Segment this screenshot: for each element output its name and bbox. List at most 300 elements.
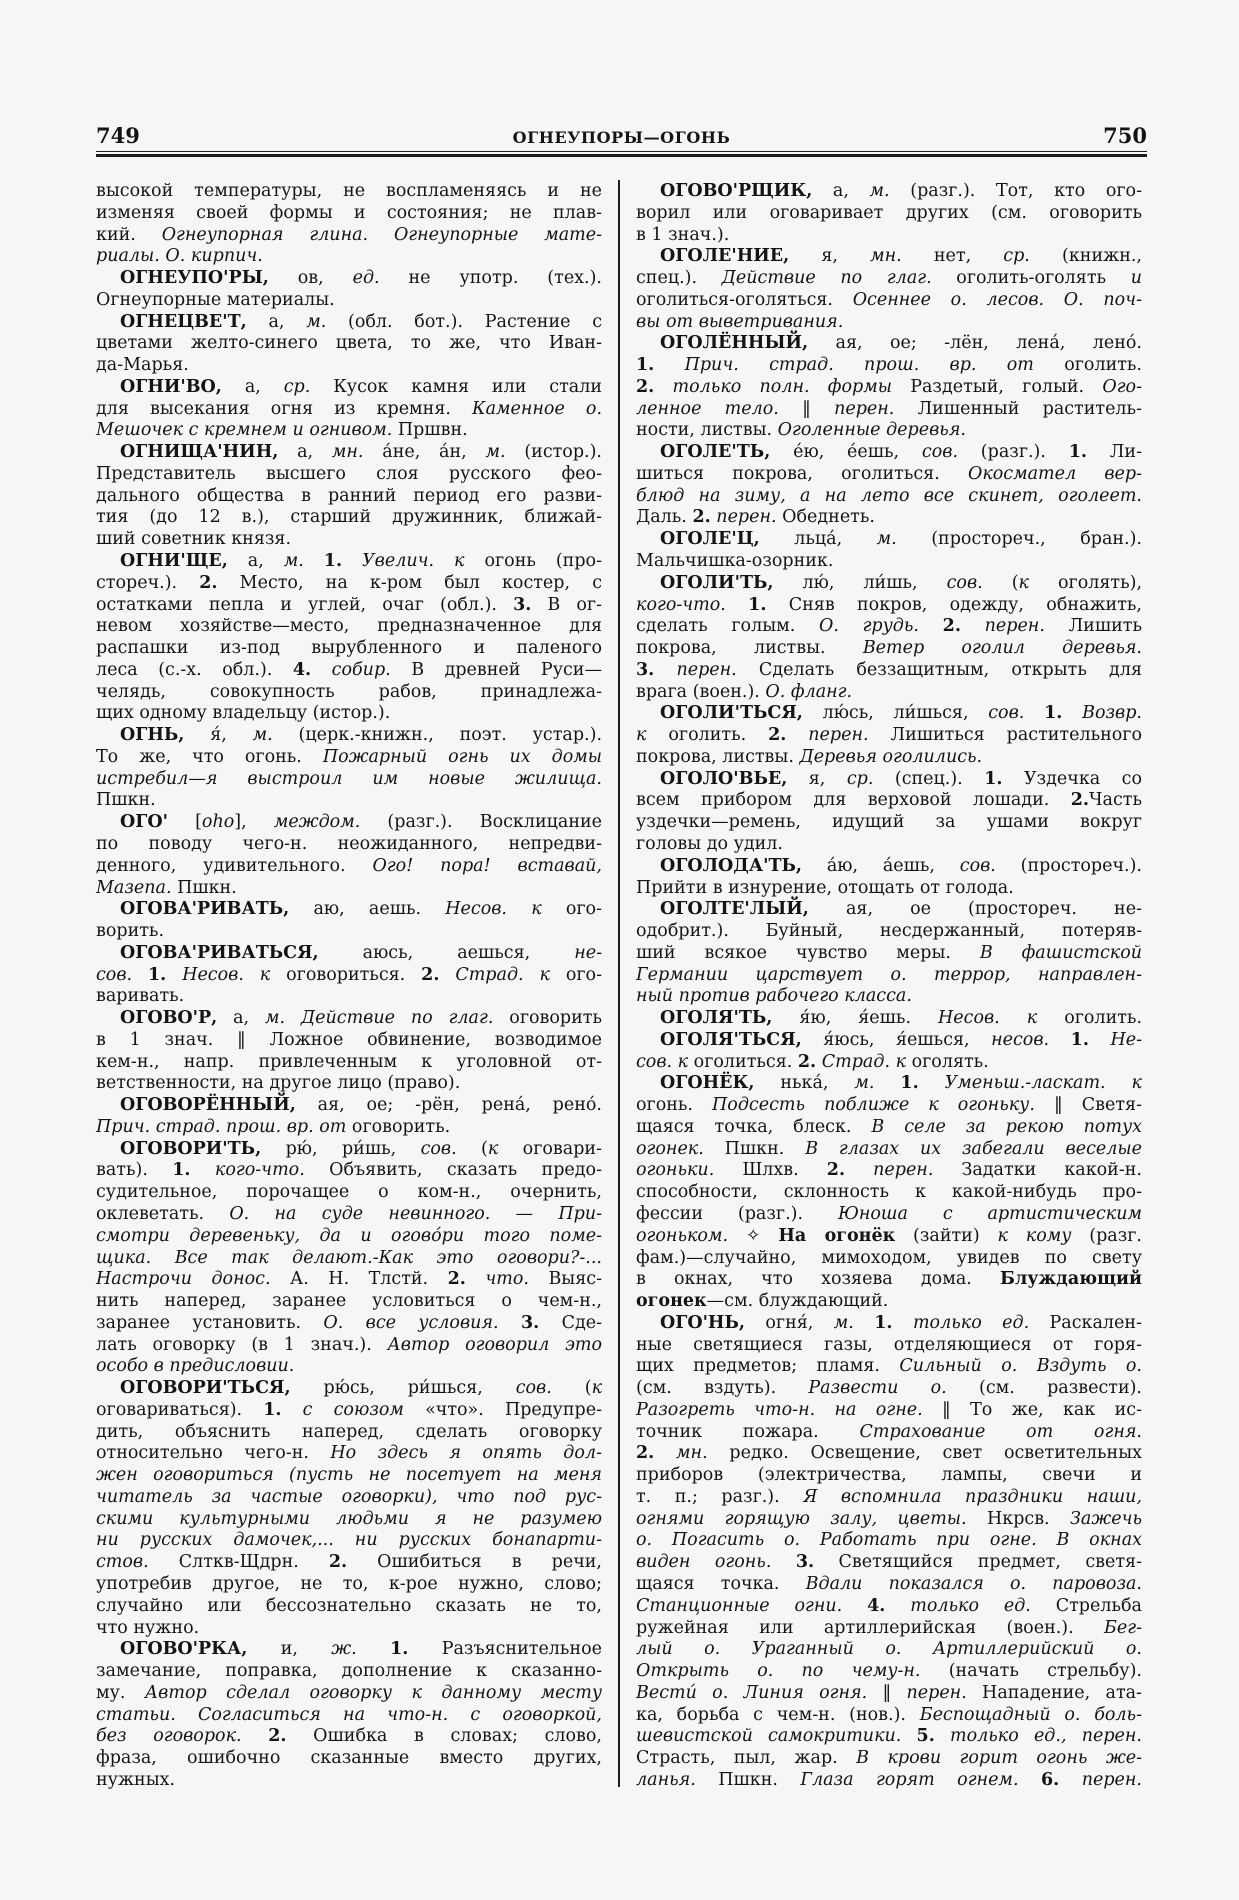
text: Уздечка со [1002,768,1143,789]
text: ( [982,572,1019,593]
italic-text: О. на суде невинного. — При- [229,1203,602,1224]
text [935,1726,950,1746]
text-line [96,1465,602,1487]
text: точник пожара. [636,1421,860,1442]
text-line [96,268,602,290]
text: Часть [1089,790,1142,811]
bold-text: 5. [916,1726,935,1747]
text-line [96,551,602,573]
text: Обеднеть. [776,507,875,528]
text [357,1639,390,1659]
italic-text: В селе за рекою потух [871,1116,1142,1137]
text: употребив другое, не то, к-рое нужно, слово; [96,1574,602,1594]
text [771,1552,795,1572]
text: да-Марья. [96,355,189,376]
text [901,1726,916,1746]
italic-text: перен. [716,507,777,528]
text-line [96,420,602,442]
headword: ОГОЛО'ВЬЕ, [660,768,788,789]
headword: ОГНИ'ВО, [120,376,222,397]
text: Пшкн. [703,1138,806,1159]
text: Ошибиться в речи, [347,1552,602,1573]
text: Огнеупорные материалы. [96,289,335,310]
italic-text: Осеннее о. лесов. О. поч- [852,289,1142,310]
text-line [636,790,1142,812]
headword: ОГНИЩА'НИН, [120,442,279,463]
italic-text: шевистской самокритики. [636,1726,902,1747]
text: Ли- [1087,442,1142,463]
text-line [636,333,1142,355]
italic-text: и [1130,268,1142,289]
italic-text: сов. [959,855,996,876]
text: относительно чего-н. [96,1443,331,1464]
text-line [636,1639,1142,1661]
text: способности, склонность к какой-нибудь про- [636,1182,1142,1203]
italic-text: Несов. к [182,964,271,985]
text: а, [221,376,284,397]
text: по поводу чего-н. неожиданного, непредви- [96,833,602,854]
text: ший всякое чувство меры. [636,942,980,963]
text-line [636,1291,1142,1313]
dictionary-entry [636,1008,1142,1030]
bold-text: 1. [148,964,167,985]
italic-text: только ед., перен. [950,1726,1142,1747]
italic-text: о. Погасить о. Работать при огне. В окнах [636,1530,1142,1551]
bold-text: 2. [768,725,787,746]
text: Пршвн. [392,420,468,441]
dictionary-entry [636,246,1142,333]
text: в окнах, что хозяева дома. [636,1269,1000,1290]
text-line [96,312,602,334]
text [885,1596,910,1616]
text-line [96,203,602,225]
text-line [96,1422,602,1444]
text [304,551,324,571]
text: (см. развести). [946,1378,1142,1399]
italic-text: жен оговориться (пусть не посетует на меня [96,1465,602,1486]
bold-text: 1. [748,594,767,615]
text-line [636,1008,1142,1030]
dictionary-entry [96,1139,602,1378]
text-line [636,1313,1142,1335]
bold-text: 3. [795,1552,815,1573]
italic-text: м. [876,529,897,550]
text: ая, ое; -лён, лена́, лено́. [808,333,1142,354]
italic-text: Юноша с артистическим [837,1203,1142,1224]
italic-text: О. грудь. [818,616,919,637]
text [1049,1030,1071,1050]
text: (простореч.). [995,855,1142,876]
headword: ОГНИ'ЩЕ, [120,551,228,572]
italic-text: Окосмател вер- [967,463,1143,484]
text-line [96,1661,602,1683]
text: ший советник князя. [96,529,292,550]
dictionary-entry [96,899,602,943]
text: [ [167,812,202,833]
text-line [636,573,1142,595]
text: Раздетый, голый. [891,376,1103,397]
text-line [96,1748,602,1770]
headword: ОГО' [120,812,168,833]
text [499,1313,521,1333]
italic-text: перен. [834,398,895,419]
text: а́ю, а́ешь, [802,855,960,876]
text-line [96,1117,602,1139]
text-line [96,290,602,312]
text-line [96,507,602,529]
headword: ОГОВО'РЩИК, [660,181,813,201]
text: ( [456,1138,488,1159]
text: я́, [184,725,253,746]
text [1062,703,1082,723]
text: Светящийся предмет, светя- [814,1552,1142,1573]
dictionary-entry [96,312,602,377]
text-line [96,1204,602,1226]
bold-text: 2. [199,572,218,593]
headword: ОГОЛЕ'Ц, [660,529,760,550]
text: лю́, ли́шь, [773,572,947,593]
text [1059,1770,1081,1790]
dictionary-entry [636,442,1142,529]
text: Слткв-Щдрн. [148,1552,329,1573]
dictionary-entry [636,856,1142,900]
bold-text: 4. [292,659,312,680]
italic-text: Каменное о. [472,398,603,419]
text-line [96,1139,602,1161]
text-line [96,464,602,486]
text-line [96,1269,602,1291]
text: щих одному владельцу (истор.). [96,703,391,724]
text: му. [96,1682,145,1703]
dictionary-entry [96,812,602,899]
text-line [96,638,602,660]
text: тия (до 12 в.), старший дружинник, ближай- [96,507,602,528]
dictionary-entry [636,899,1142,1008]
text: я́ю, я́ешь. [772,1008,939,1029]
text-line [636,1160,1142,1182]
italic-text: без оговорок. [96,1726,242,1747]
text-line [96,1705,602,1727]
text-line [636,507,1142,529]
dictionary-entry [636,333,1142,442]
text: Место, на к-ром был костер, с [217,572,602,593]
italic-text: к [636,725,647,746]
dictionary-entry [96,377,602,442]
text: ворить. [96,921,165,942]
text-line [96,1291,602,1313]
headword: ОГО'НЬ, [660,1312,745,1333]
italic-text: Мазепа. [96,877,172,898]
text-line [636,1269,1142,1291]
italic-text: огоньки. [636,1160,715,1181]
text-line [636,442,1142,464]
italic-text: Вдали показался о. паровоза. [805,1574,1142,1594]
italic-text: Ветер оголил деревья. [862,638,1142,659]
italic-text: Деревья оголились. [799,746,983,767]
text: ‖ [778,398,835,419]
text-line [636,1204,1142,1226]
bold-text: 2. [826,1160,846,1181]
text: Лишить [1044,616,1142,637]
text-line [636,638,1142,660]
text [1024,703,1044,723]
text: (простореч., бран.). [896,529,1142,550]
text [893,1313,913,1333]
italic-text: Глаза горят огнем. [800,1769,1019,1790]
italic-text: перен. [873,1160,934,1181]
text: лать оговорку (в 1 знач.). [96,1334,388,1355]
text: (церк.-книжн., поэт. устар.). [272,725,603,746]
text [654,377,672,397]
text-line [96,1008,602,1030]
text-line [96,1770,602,1792]
text-line [636,1574,1142,1596]
text: ая, ое (простореч. не- [808,899,1142,920]
dictionary-entry [636,573,1142,704]
italic-text: огонек. [636,1138,704,1159]
bold-text: 2. [447,1269,466,1290]
italic-text: Увелич. к [362,551,465,572]
text: Шлхв. [714,1160,827,1181]
headword: ОГОВОРИ'ТЬ, [120,1138,262,1159]
dictionary-entry [96,943,602,1008]
text: и, [247,1639,332,1660]
entry-continuation [96,181,602,268]
bold-text: 1. [323,551,343,572]
text-column [636,181,1142,1792]
italic-text: В глазах их забегали веселые [805,1138,1142,1159]
italic-text: Развести о. [808,1378,947,1399]
italic-text: О. фланг. [765,681,853,702]
italic-text: не- [574,942,602,963]
text-line [636,1726,1142,1748]
text-line [636,1770,1142,1792]
text: ветственности, на другое лицо (право). [96,1073,461,1094]
italic-text: Бег- [1104,1617,1142,1638]
italic-text: сов. [988,703,1025,724]
text: (зайти) [895,1225,998,1246]
italic-text: Огнеупорная глина. Огнеупорные мате- [161,224,602,245]
italic-text: риалы. О. кирпич. [96,246,263,267]
text-line [636,1356,1142,1378]
text-line [96,1400,602,1422]
bold-text: 2. [636,376,655,397]
text-line [636,1552,1142,1574]
text-line [636,1705,1142,1727]
text: я́юсь, я́ешься, [801,1029,992,1050]
italic-text: перен. [808,725,869,746]
text-line [636,856,1142,878]
text-line [96,1335,602,1357]
italic-text: Прич. страд. прош. вр. от [96,1116,347,1137]
text: а, [812,181,870,201]
text: челядь, совокупность рабов, принадлежа- [96,681,602,702]
text-line [96,1160,602,1182]
text-line [96,1095,602,1117]
text: Прийти в изнурение, отощать от голода. [636,877,1014,898]
text-line [636,1509,1142,1531]
text: т. п.; разг.). [636,1486,804,1507]
text: А. Н. Тлстй. [270,1269,448,1290]
italic-text: Разогреть что-н. на огне. [636,1399,923,1420]
text: льца́, [759,529,877,550]
text [654,355,684,375]
text-line [636,1465,1142,1487]
text-line [96,355,602,377]
text: вать). [96,1160,173,1181]
text: случайно или бессознательно сказать не то, [96,1595,602,1616]
text: стореч.). [96,572,200,593]
text: оголиться-оголяться. [636,289,853,310]
italic-text: Оголенные деревья. [777,420,966,441]
text: кем-н., напр. привлеченным к уголовной от- [96,1051,602,1072]
text-line [636,834,1142,856]
dictionary-entry [636,769,1142,856]
italic-text: Зажечь [1069,1508,1142,1529]
text: огонь. [636,1095,713,1116]
text: я, [787,768,847,789]
text: Раскален- [1029,1312,1142,1333]
text-line [636,312,1142,334]
italic-text: перен. [984,616,1045,637]
text: Сняв покров, одежду, обнажить, [766,594,1142,615]
text-line [96,703,602,725]
text: рю́сь, ри́шься, [290,1378,516,1399]
bold-text: 2. [942,616,961,637]
text-line [636,703,1142,725]
text: покрова, листвы. [636,746,800,767]
text [166,965,182,985]
text: ого- [541,899,602,920]
text-line [636,1661,1142,1683]
headword: ОГОЛЯ'ТЬСЯ, [660,1029,802,1050]
text: в 1 знач.). [636,224,730,245]
italic-text: Автор сделал оговорку к данному месту [144,1682,602,1703]
headword: ОГОЛЯ'ТЬ, [660,1008,773,1029]
text [842,1596,867,1616]
bold-text: 3. [520,1312,540,1333]
bold-text: 1. [874,1312,893,1333]
text: денного, удивительного. [96,855,373,876]
italic-text: кого-что. [636,594,726,615]
text-line [96,1182,602,1204]
text-line [96,1073,602,1095]
headword: ОГОЛЕ'ТЬ, [660,442,771,463]
headword: ОГОВА'РИВАТЬСЯ, [120,942,319,963]
italic-text: ср. [846,768,874,789]
text-line [96,333,602,355]
text [919,616,943,636]
text-line [96,1530,602,1552]
text [654,1443,676,1463]
italic-text: что. [485,1269,529,1290]
headword: ОГОЛЕ'НИЕ, [660,246,790,267]
italic-text: В фашистской [979,942,1143,963]
text-line [96,1248,602,1270]
text-line [96,921,602,943]
text: я, [789,246,871,267]
bold-text: 1. [390,1639,409,1660]
italic-text: Автор оговорил это [387,1334,602,1355]
italic-text: только полн. формы [672,376,892,397]
italic-text: Несов. к [938,1008,1038,1029]
text [654,660,676,680]
text-line [96,1552,602,1574]
text-line [96,1618,602,1640]
text [132,965,148,985]
bold-text: На огонёк [778,1225,896,1246]
bold-text: 2. [692,507,711,528]
text: редко. Освещение, свет осветительных [707,1443,1142,1464]
bold-text: 6. [1040,1769,1060,1790]
text-line [636,1248,1142,1270]
page-number-right: 750 [1103,123,1147,148]
italic-text: перен. [1081,1769,1142,1790]
text: огня́, [745,1312,834,1333]
italic-text: мн. [331,442,364,463]
text [311,660,332,680]
text [919,1073,945,1093]
text-line [636,290,1142,312]
text: а, [227,551,284,572]
text: а, [278,442,332,463]
text-line [96,1574,602,1596]
text [854,1313,874,1333]
text: ая, ое; -рён, рена́, рено́. [295,1095,602,1116]
text: е́ю, е́ешь, [770,442,922,463]
italic-text: Страд. к [821,1051,907,1072]
bold-text: 1. [1070,1029,1089,1050]
text-line [636,1117,1142,1139]
text-line [96,899,602,921]
text: приборов (электричества, лампы, свечи и [636,1465,1142,1486]
text-line [96,1509,602,1531]
dictionary-entry [636,529,1142,573]
text-line [636,812,1142,834]
italic-text: ленное тело. [636,398,779,419]
headword: ОГОВА'РИВАТЬ, [120,899,290,920]
headword: ОГНЬ, [120,725,185,746]
italic-text: стов. [96,1552,149,1573]
text-line [96,1487,602,1509]
text-line [96,1356,602,1378]
text: ов, [268,268,353,289]
text-line [96,573,602,595]
italic-text: Подсесть поближе к огоньку. [712,1095,1035,1116]
text-line [636,747,1142,769]
text: остатками пепла и углей, очаг (обл.). [96,594,514,615]
text: головы до удил. [636,833,783,854]
text: оговорить [493,1008,602,1029]
text [282,1400,303,1420]
headword: ОГНЕЦВЕ'Т, [120,311,247,332]
italic-text: сов. [96,964,133,985]
bold-text: огонек [636,1291,707,1312]
text: а, [217,1008,265,1029]
text: спец.). [636,268,722,289]
text-line [96,878,602,900]
text: Даль. [636,507,693,528]
dictionary-entry [96,1008,602,1095]
text: распашки из-под вырубленного и паленого [96,638,602,659]
text-line [96,1683,602,1705]
headword: ОГОНЁК, [660,1073,755,1094]
dictionary-entry [636,1030,1142,1074]
text-line [636,1030,1142,1052]
text-line [96,442,602,464]
text-line [96,181,602,203]
italic-text: Уменьш.-ласкат. к [944,1073,1142,1094]
